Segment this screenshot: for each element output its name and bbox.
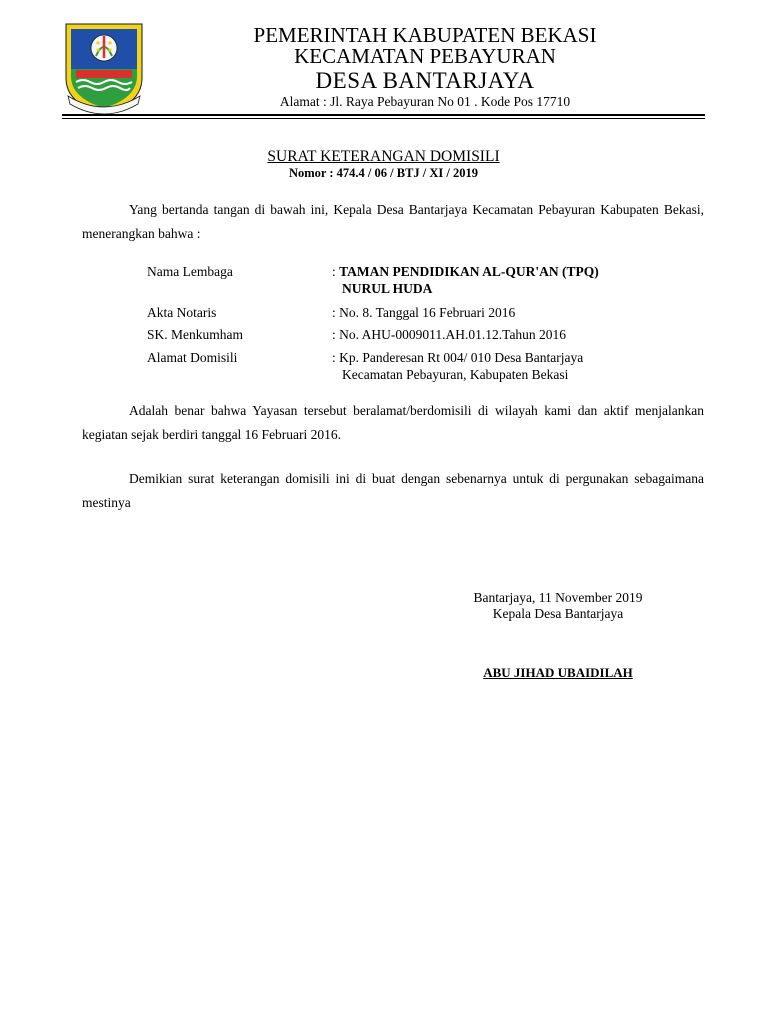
signatory-name: ABU JIHAD UBAIDILAH (483, 665, 633, 680)
letterhead-village: DESA BANTARJAYA (315, 68, 535, 93)
signature-position: Kepala Desa Bantarjaya (492, 606, 624, 621)
detail-label-decree: SK. Menkumham (147, 327, 243, 342)
detail-label-notary: Akta Notaris (147, 305, 217, 320)
intro-text: Yang bertanda tangan di bawah ini, Kepala Desa Bantarjaya Kecamatan Pebayuran Kabupaten Bekasi, menerangkan bahwa : (82, 202, 704, 241)
detail-label-institution: Nama Lembaga (147, 264, 233, 279)
body-text-2: Demikian surat keterangan domisili ini di buat dengan sebenarnya untuk di pergunakan sebagaimana mestinya (82, 471, 704, 510)
letterhead-divider-thin (62, 118, 705, 119)
letterhead-district: KECAMATAN PEBAYURAN (294, 44, 556, 68)
body-paragraph-1 (82, 399, 704, 447)
detail-label-address: Alamat Domisili (147, 350, 238, 365)
detail-value-address: : Kp. Panderesan Rt 004/ 010 Desa Bantarjaya Kecamatan Pebayuran, Kabupaten Bekasi (332, 350, 584, 382)
regency-logo (62, 18, 146, 118)
detail-value-notary: : No. 8. Tanggal 16 Februari 2016 (332, 305, 516, 320)
body-text-1: Adalah benar bahwa Yayasan tersebut beralamat/berdomisili di wilayah kami dan aktif menjalankan kegiatan sejak berdiri tanggal 16 Februari 2016. (82, 403, 704, 442)
document-number: Nomor : 474.4 / 06 / BTJ / XI / 2019 (288, 166, 478, 180)
detail-value-decree: : No. AHU-0009011.AH.01.12.Tahun 2016 (332, 327, 567, 342)
body-paragraph-2 (82, 467, 704, 515)
letterhead-address: Alamat : Jl. Raya Pebayuran No 01 . Kode Pos 17710 (279, 94, 571, 109)
letterhead-regency: PEMERINTAH KABUPATEN BEKASI (253, 23, 597, 47)
signature-place-date: Bantarjaya, 11 November 2019 (473, 590, 643, 605)
letterhead-divider-thick (62, 114, 705, 116)
detail-value-institution: : TAMAN PENDIDIKAN AL-QUR'AN (TPQ) NURUL HUDA (332, 264, 599, 296)
document-title: SURAT KETERANGAN DOMISILI (267, 148, 500, 165)
coat-of-arms-icon (62, 18, 146, 118)
intro-paragraph (82, 198, 704, 246)
